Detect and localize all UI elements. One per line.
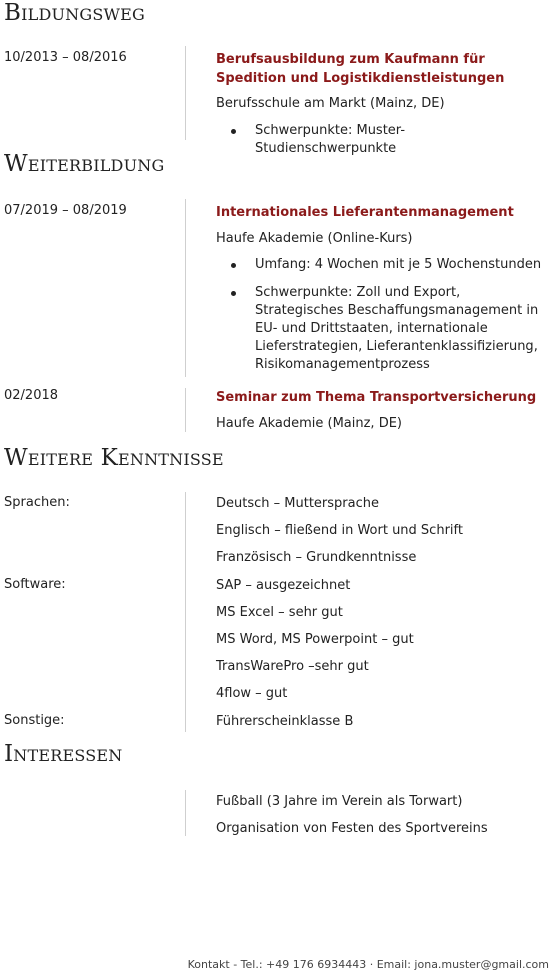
entry-institution: Haufe Akademie (Mainz, DE) (216, 416, 402, 431)
divider (185, 46, 186, 140)
skill-item: Englisch – fließend in Wort und Schrift (216, 523, 463, 538)
entry-institution: Berufsschule am Markt (Mainz, DE) (216, 96, 445, 111)
footer-contact: Kontakt - Tel.: +49 176 6934443 · Email: jona.muster@gmail.com (187, 958, 549, 971)
entry-title: Internationales Lieferantenmanagement (216, 205, 514, 220)
entry-date: 10/2013 – 08/2016 (4, 50, 127, 65)
divider (185, 790, 186, 836)
skill-item: Deutsch – Muttersprache (216, 496, 379, 511)
skill-item: Französisch – Grundkenntnisse (216, 550, 417, 565)
divider (185, 199, 186, 377)
skill-item: TransWarePro –sehr gut (216, 659, 369, 674)
section-title-bildungsweg: Bildungsweg (4, 0, 146, 26)
entry-bullets (216, 122, 546, 158)
skill-label: Sonstige: (4, 713, 65, 728)
entry-title: Seminar zum Thema Transportversicherung (216, 390, 537, 405)
skill-label: Sprachen: (4, 495, 70, 510)
skill-item: MS Word, MS Powerpoint – gut (216, 632, 414, 647)
entry-date: 07/2019 – 08/2019 (4, 203, 127, 218)
entry-date: 02/2018 (4, 388, 59, 403)
skill-item: 4flow – gut (216, 686, 288, 701)
skill-label: Software: (4, 577, 66, 592)
skill-item: Führerscheinklasse B (216, 714, 354, 729)
divider (185, 492, 186, 732)
entry-bullets (216, 256, 546, 374)
interest-item: Organisation von Festen des Sportvereins (216, 821, 488, 836)
section-title-interessen: Interessen (4, 741, 123, 767)
interest-item: Fußball (3 Jahre im Verein als Torwart) (216, 794, 463, 809)
skill-item: MS Excel – sehr gut (216, 605, 343, 620)
list-item: Umfang: 4 Wochen mit je 5 Wochenstunden (216, 256, 546, 274)
section-title-weiterbildung: Weiterbildung (4, 151, 165, 177)
list-item: Schwerpunkte: Zoll und Export, Strategisches Beschaffungsmanagement in EU- und Drittstaaten, internationale Lieferstrategien, Lieferantenklassifizierung, Risikomanagementprozess (216, 284, 546, 374)
entry-institution: Haufe Akademie (Online-Kurs) (216, 231, 413, 246)
skill-item: SAP – ausgezeichnet (216, 578, 351, 593)
entry-title: Berufsausbildung zum Kaufmann für Spedition und Logistikdienstleistungen (216, 52, 505, 86)
list-item: Schwerpunkte: Muster-Studienschwerpunkte (216, 122, 546, 158)
section-title-kenntnisse: Weitere Kenntnisse (4, 445, 224, 471)
divider (185, 388, 186, 432)
